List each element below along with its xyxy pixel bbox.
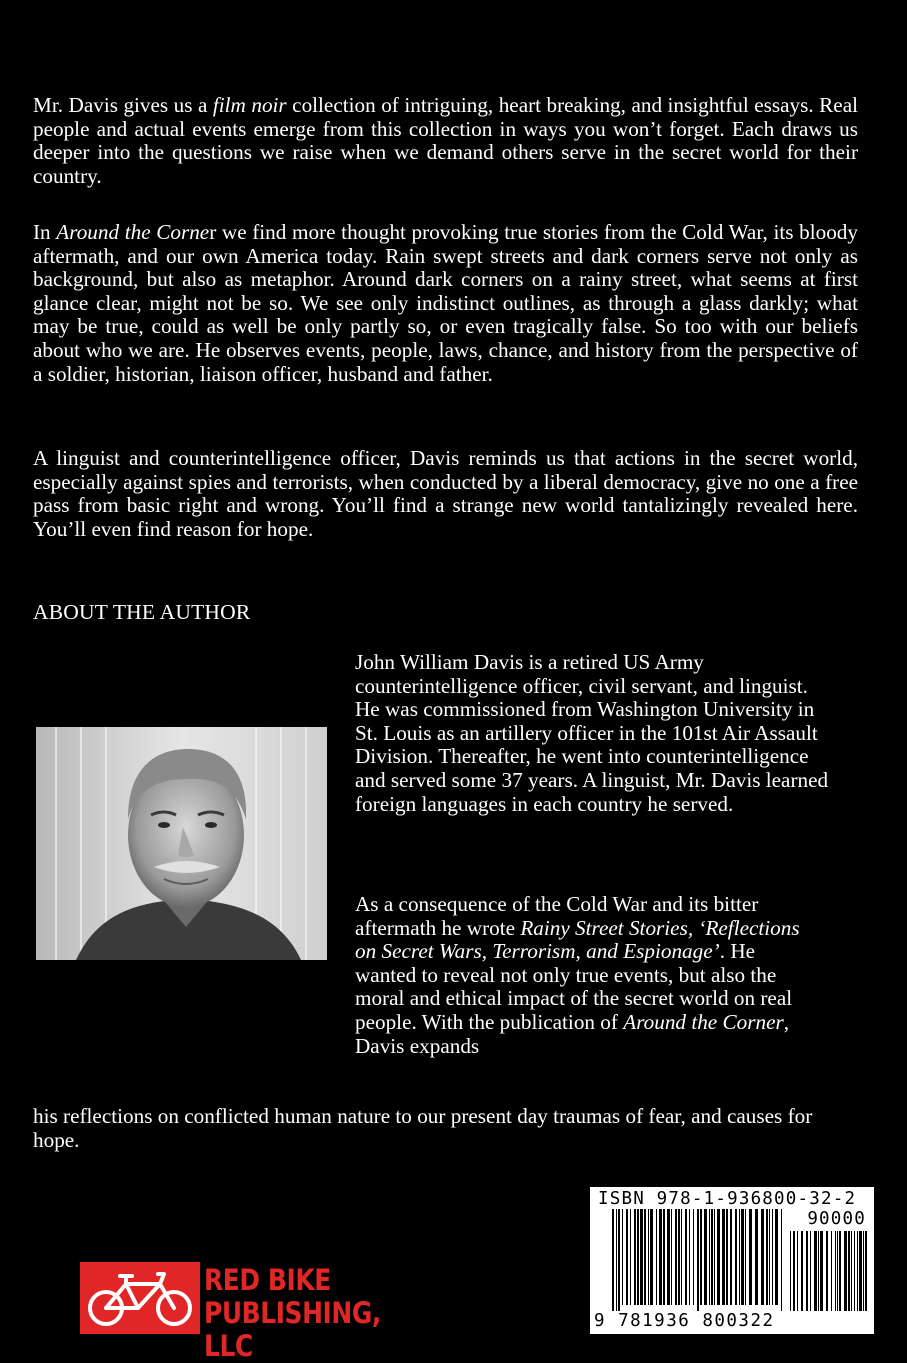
author-bio-paragraph-2 — [355, 893, 820, 1058]
bio2-book-title-1: Rainy Street Stories, ‘Reflections on Secret Wars, Terrorism, and Espionage’ — [355, 915, 800, 964]
publisher-name-line-1: RED BIKE — [204, 1263, 331, 1297]
isbn-barcode — [590, 1187, 874, 1334]
blurb-paragraph-1 — [33, 94, 858, 188]
blurb-p1-intro: Mr. Davis gives us a — [33, 93, 213, 117]
blurb-p1-italic: film noir — [212, 93, 287, 117]
author-bio-paragraph-1: John William Davis is a retired US Army counterintelligence officer, civil servant, and linguist. He was commissioned from Washington University in St. Louis as an artillery officer in the 101st Air Assault Division. Thereafter, he went into counterintelligence and served some 37 years. A linguist, Mr. Davis learned foreign languages in each country he served. — [355, 650, 829, 816]
blurb-p2-rest: r we find more thought provoking true stories from the Cold War, its bloody aftermath, and our own America today. Rain swept streets and dark corners serve not only as background, but also as metaphor. Around dark corners on a rainy street, what seems at first glance clear, might not be so. We see only indistinct outlines, as through a glass darkly; what may be true, could as well be only partly so, or even tragically false. So too with our beliefs about who we are. He observes events, people, laws, chance, and history from the perspective of a soldier, historian, liaison officer, husband and father. — [33, 220, 858, 386]
author-bio-paragraph-2-tail: his reflections on conflicted human nature to our present day traumas of fear, and causes for hope. — [33, 1104, 813, 1152]
publisher-name — [204, 1264, 381, 1363]
publisher-logo — [80, 1262, 381, 1363]
publisher-name-line-2: PUBLISHING, LLC — [204, 1296, 381, 1363]
author-photo — [36, 727, 327, 960]
blurb-p2-italic: Around the Corne — [56, 220, 210, 244]
bio2-part1: As a consequence of the Cold War and its bitter aftermath he wrote — [355, 892, 759, 940]
bio2-part2: . He wanted to reveal not only true events, but also the moral and ethical impact of the secret world on real people. With the publication of — [355, 939, 793, 1034]
barcode-digits: 9 781936 800322 — [594, 1311, 775, 1331]
price-code: 90000 — [807, 1209, 866, 1229]
bio2-book-title-2: Around the Corner — [623, 1009, 784, 1034]
blurb-p1-rest: collection of intriguing, heart breaking, and insightful essays. Real people and actual events emerge from this collection in ways you won’t forget. Each draws us deeper into the questions we raise when we demand others serve in the secret world for their country. — [33, 93, 859, 188]
blurb-paragraph-3: A linguist and counterintelligence officer, Davis reminds us that actions in the secret world, especially against spies and terrorists, when conducted by a liberal democracy, give no one a free pass from basic right and wrong. You’ll find a strange new world tantalizingly revealed here. You’ll even find reason for hope. — [33, 446, 858, 541]
about-author-heading: ABOUT THE AUTHOR — [33, 600, 251, 624]
bio2-part3: , Davis expands — [355, 1009, 790, 1058]
blurb-p2-intro: In — [33, 220, 57, 244]
bicycle-icon — [80, 1262, 200, 1334]
blurb-paragraph-2 — [33, 221, 858, 386]
isbn-number: ISBN 978-1-936800-32-2 — [598, 1189, 857, 1209]
barcode-bars — [590, 1209, 874, 1313]
